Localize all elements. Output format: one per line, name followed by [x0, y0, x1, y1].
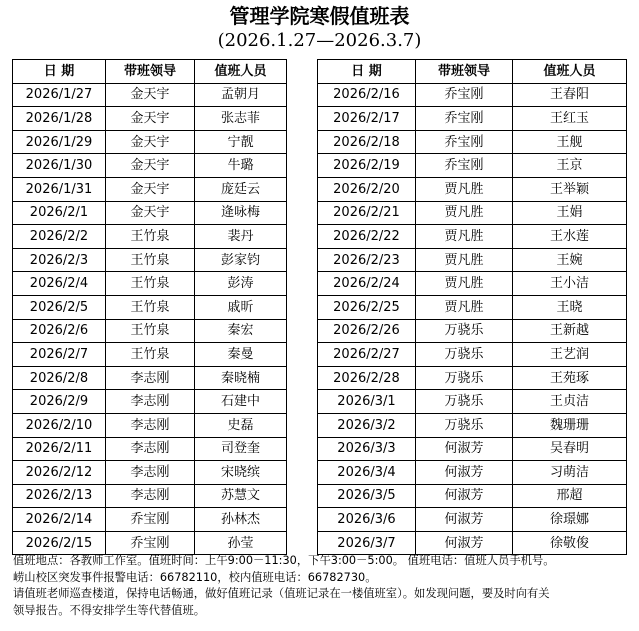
- staff-cell: 王京: [513, 154, 627, 178]
- leader-cell: 何淑芳: [416, 508, 513, 532]
- leader-cell: 王竹泉: [106, 343, 195, 367]
- staff-cell: 裴丹: [195, 225, 287, 249]
- date-cell: 2026/3/4: [318, 461, 416, 485]
- table-row: [13, 201, 287, 225]
- table-row: [13, 154, 287, 178]
- date-cell: 2026/2/11: [13, 437, 106, 461]
- leader-cell: 贾凡胜: [416, 295, 513, 319]
- table-row: [13, 130, 287, 154]
- table-row: [13, 225, 287, 249]
- leader-column-header: 带班领导: [106, 60, 195, 84]
- note-line-report: 领导报告。不得安排学生等代替值班。: [13, 603, 206, 617]
- leader-cell: 何淑芳: [416, 484, 513, 508]
- staff-cell: 牛璐: [195, 154, 287, 178]
- staff-cell: 王贞洁: [513, 390, 627, 414]
- table-row: [13, 295, 287, 319]
- leader-cell: 万骁乐: [416, 390, 513, 414]
- table-row: [13, 484, 287, 508]
- staff-cell: 王水莲: [513, 225, 627, 249]
- leader-cell: 乔宝刚: [416, 154, 513, 178]
- staff-cell: 习萌洁: [513, 461, 627, 485]
- table-row: [318, 508, 627, 532]
- table-row: [13, 83, 287, 107]
- table-row: [318, 225, 627, 249]
- date-cell: 2026/2/7: [13, 343, 106, 367]
- table-row: [13, 177, 287, 201]
- leader-cell: 万骁乐: [416, 413, 513, 437]
- staff-cell: 王娟: [513, 201, 627, 225]
- leader-cell: 乔宝刚: [416, 107, 513, 131]
- leader-cell: 李志刚: [106, 413, 195, 437]
- date-cell: 2026/2/4: [13, 272, 106, 296]
- date-cell: 2026/2/15: [13, 531, 106, 555]
- date-cell: 2026/2/14: [13, 508, 106, 532]
- staff-cell: 戚昕: [195, 295, 287, 319]
- leader-column-header: 带班领导: [416, 60, 513, 84]
- table-row: [13, 107, 287, 131]
- roster-table-right: [317, 59, 627, 555]
- date-cell: 2026/2/1: [13, 201, 106, 225]
- leader-cell: 王竹泉: [106, 272, 195, 296]
- date-cell: 2026/3/2: [318, 413, 416, 437]
- leader-cell: 贾凡胜: [416, 225, 513, 249]
- note-line-instructions: 请值班老师巡查楼道，保持电话畅通，做好值班记录（值班记录在一楼值班室）。如发现问题，要及时向有关: [13, 587, 550, 600]
- table-row: [13, 508, 287, 532]
- table-header-row: [318, 60, 627, 84]
- table-row: [13, 461, 287, 485]
- table-row: [13, 531, 287, 555]
- date-cell: 2026/2/12: [13, 461, 106, 485]
- staff-cell: 王春阳: [513, 83, 627, 107]
- staff-cell: 史磊: [195, 413, 287, 437]
- table-row: [13, 319, 287, 343]
- date-cell: 2026/1/31: [13, 177, 106, 201]
- staff-cell: 宁靓: [195, 130, 287, 154]
- leader-cell: 贾凡胜: [416, 177, 513, 201]
- note-line-phones: 崂山校区突发事件报警电话：66782110，校内值班电话：66782730。: [13, 570, 377, 584]
- staff-cell: 王举颖: [513, 177, 627, 201]
- date-cell: 2026/2/6: [13, 319, 106, 343]
- leader-cell: 何淑芳: [416, 531, 513, 555]
- date-cell: 2026/1/28: [13, 107, 106, 131]
- leader-cell: 金天宇: [106, 201, 195, 225]
- date-cell: 2026/2/17: [318, 107, 416, 131]
- table-row: [318, 83, 627, 107]
- date-cell: 2026/1/27: [13, 83, 106, 107]
- leader-cell: 金天宇: [106, 83, 195, 107]
- staff-cell: 秦曼: [195, 343, 287, 367]
- leader-cell: 何淑芳: [416, 437, 513, 461]
- table-header-row: [13, 60, 287, 84]
- staff-cell: 宋晓缤: [195, 461, 287, 485]
- leader-cell: 何淑芳: [416, 461, 513, 485]
- leader-cell: 贾凡胜: [416, 272, 513, 296]
- leader-cell: 金天宇: [106, 130, 195, 154]
- date-cell: 2026/2/24: [318, 272, 416, 296]
- staff-cell: 苏慧文: [195, 484, 287, 508]
- date-range-subtitle: (2026.1.27—2026.3.7): [217, 30, 422, 51]
- table-row: [13, 437, 287, 461]
- table-row: [318, 107, 627, 131]
- date-cell: 2026/2/20: [318, 177, 416, 201]
- staff-cell: 秦晓楠: [195, 366, 287, 390]
- leader-cell: 王竹泉: [106, 295, 195, 319]
- date-cell: 2026/2/21: [318, 201, 416, 225]
- date-cell: 2026/2/2: [13, 225, 106, 249]
- date-cell: 2026/2/27: [318, 343, 416, 367]
- staff-cell: 王小洁: [513, 272, 627, 296]
- date-cell: 2026/2/25: [318, 295, 416, 319]
- staff-cell: 庞廷云: [195, 177, 287, 201]
- table-row: [318, 531, 627, 555]
- table-row: [318, 366, 627, 390]
- leader-cell: 金天宇: [106, 177, 195, 201]
- table-row: [318, 177, 627, 201]
- staff-cell: 王婉: [513, 248, 627, 272]
- date-cell: 2026/2/22: [318, 225, 416, 249]
- table-row: [318, 413, 627, 437]
- staff-cell: 王舰: [513, 130, 627, 154]
- date-column-header: 日 期: [318, 60, 416, 84]
- table-row: [318, 484, 627, 508]
- staff-cell: 秦宏: [195, 319, 287, 343]
- table-row: [318, 295, 627, 319]
- date-cell: 2026/2/16: [318, 83, 416, 107]
- leader-cell: 乔宝刚: [106, 531, 195, 555]
- staff-cell: 彭家钧: [195, 248, 287, 272]
- leader-cell: 李志刚: [106, 484, 195, 508]
- leader-cell: 贾凡胜: [416, 201, 513, 225]
- staff-cell: 吴春明: [513, 437, 627, 461]
- staff-cell: 王红玉: [513, 107, 627, 131]
- leader-cell: 李志刚: [106, 366, 195, 390]
- roster-body-left: [13, 83, 287, 555]
- roster-table-left: [12, 59, 287, 555]
- staff-column-header: 值班人员: [195, 60, 287, 84]
- table-row: [318, 130, 627, 154]
- leader-cell: 金天宇: [106, 107, 195, 131]
- staff-cell: 王晓: [513, 295, 627, 319]
- date-cell: 2026/2/28: [318, 366, 416, 390]
- table-row: [13, 413, 287, 437]
- staff-cell: 王苑琢: [513, 366, 627, 390]
- date-cell: 2026/3/7: [318, 531, 416, 555]
- table-row: [318, 437, 627, 461]
- leader-cell: 万骁乐: [416, 343, 513, 367]
- date-cell: 2026/2/8: [13, 366, 106, 390]
- staff-cell: 逄咏梅: [195, 201, 287, 225]
- leader-cell: 王竹泉: [106, 225, 195, 249]
- date-cell: 2026/2/10: [13, 413, 106, 437]
- date-cell: 2026/2/18: [318, 130, 416, 154]
- table-row: [318, 390, 627, 414]
- note-line-location-time: 值班地点：各教师工作室。值班时间：上午9:00－11:30，下午3:00－5:00。 值班电话：值班人员手机号。: [13, 554, 555, 567]
- table-row: [13, 366, 287, 390]
- table-row: [318, 248, 627, 272]
- table-row: [318, 319, 627, 343]
- staff-column-header: 值班人员: [513, 60, 627, 84]
- leader-cell: 乔宝刚: [416, 130, 513, 154]
- staff-cell: 石建中: [195, 390, 287, 414]
- leader-cell: 金天宇: [106, 154, 195, 178]
- date-cell: 2026/3/5: [318, 484, 416, 508]
- date-cell: 2026/2/13: [13, 484, 106, 508]
- leader-cell: 李志刚: [106, 390, 195, 414]
- date-cell: 2026/3/3: [318, 437, 416, 461]
- leader-cell: 王竹泉: [106, 248, 195, 272]
- leader-cell: 李志刚: [106, 461, 195, 485]
- page-title: 管理学院寒假值班表: [229, 4, 410, 28]
- date-cell: 2026/2/3: [13, 248, 106, 272]
- date-cell: 2026/3/6: [318, 508, 416, 532]
- table-row: [318, 201, 627, 225]
- staff-cell: 孟朝月: [195, 83, 287, 107]
- table-row: [318, 461, 627, 485]
- staff-cell: 魏珊珊: [513, 413, 627, 437]
- date-cell: 2026/2/9: [13, 390, 106, 414]
- leader-cell: 李志刚: [106, 437, 195, 461]
- date-cell: 2026/2/26: [318, 319, 416, 343]
- date-cell: 2026/1/29: [13, 130, 106, 154]
- staff-cell: 张志菲: [195, 107, 287, 131]
- leader-cell: 贾凡胜: [416, 248, 513, 272]
- staff-cell: 孙林杰: [195, 508, 287, 532]
- staff-cell: 徐敬俊: [513, 531, 627, 555]
- staff-cell: 司登奎: [195, 437, 287, 461]
- leader-cell: 乔宝刚: [106, 508, 195, 532]
- date-cell: 2026/1/30: [13, 154, 106, 178]
- leader-cell: 王竹泉: [106, 319, 195, 343]
- staff-cell: 王艺润: [513, 343, 627, 367]
- table-row: [318, 154, 627, 178]
- table-row: [13, 248, 287, 272]
- date-column-header: 日 期: [13, 60, 106, 84]
- duty-notes: [13, 553, 633, 619]
- table-row: [318, 272, 627, 296]
- table-row: [318, 343, 627, 367]
- leader-cell: 万骁乐: [416, 319, 513, 343]
- date-cell: 2026/2/5: [13, 295, 106, 319]
- date-cell: 2026/2/23: [318, 248, 416, 272]
- leader-cell: 乔宝刚: [416, 83, 513, 107]
- date-cell: 2026/3/1: [318, 390, 416, 414]
- staff-cell: 徐璟娜: [513, 508, 627, 532]
- date-cell: 2026/2/19: [318, 154, 416, 178]
- staff-cell: 邢超: [513, 484, 627, 508]
- leader-cell: 万骁乐: [416, 366, 513, 390]
- table-row: [13, 390, 287, 414]
- table-row: [13, 343, 287, 367]
- table-row: [13, 272, 287, 296]
- staff-cell: 孙莹: [195, 531, 287, 555]
- roster-body-right: [318, 83, 627, 555]
- staff-cell: 王新越: [513, 319, 627, 343]
- staff-cell: 彭涛: [195, 272, 287, 296]
